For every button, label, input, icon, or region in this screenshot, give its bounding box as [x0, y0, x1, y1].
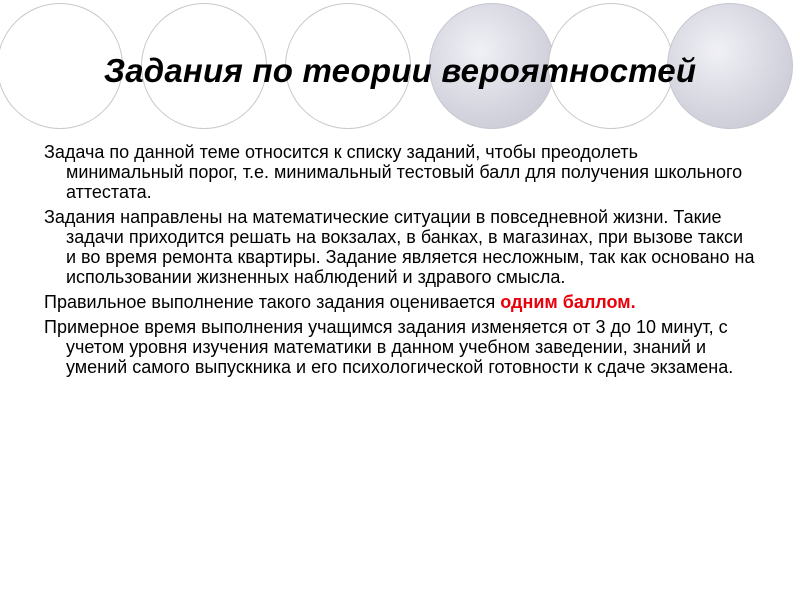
- slide-body: [44, 142, 756, 382]
- paragraph-minimum-threshold: Задача по данной теме относится к списку заданий, чтобы преодолеть минимальный порог, т.е. минимальный тестовый балл для получения школьного аттестата.: [44, 142, 743, 202]
- scoring-highlight: одним баллом.: [500, 292, 636, 312]
- paragraph-everyday-situations: Задания направлены на математические ситуации в повседневной жизни. Такие задачи приходится решать на вокзалах, в банках, в магазинах, при вызове такси и во время ремонта квартиры. Задание является несложным, так как основано на использовании жизненных наблюдений и здравого смысла.: [44, 207, 755, 287]
- scoring-text: Правильное выполнение такого задания оценивается: [44, 292, 501, 312]
- paragraph-scoring: [44, 292, 756, 312]
- slide-title: Задания по теории вероятностей: [103, 52, 697, 89]
- paragraph-completion-time: Примерное время выполнения учащимся задания изменяется от 3 до 10 минут, с учетом уровня изучения математики в данном учебном заведении, знаний и умений самого выпускника и его психологической готовности к сдаче экзамена.: [44, 317, 734, 377]
